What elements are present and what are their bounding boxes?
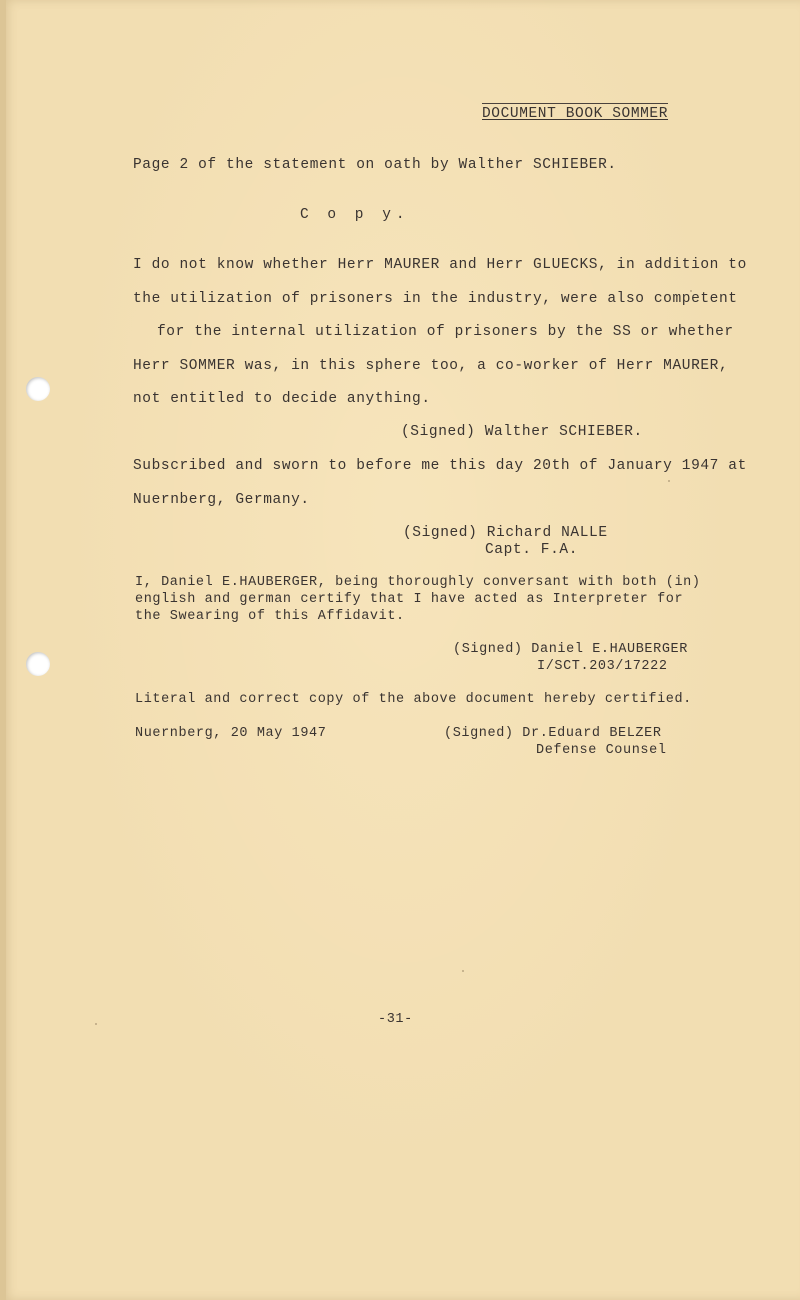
place-date: Nuernberg, 20 May 1947 [135, 726, 327, 741]
copy-heading: C o p y. [300, 207, 410, 223]
interpreter-line: english and german certify that I have acted as Interpreter for [135, 592, 684, 607]
certification-line: Literal and correct copy of the above document hereby certified. [135, 692, 692, 707]
paper-speck [462, 970, 464, 972]
signature-nalle-rank: Capt. F.A. [485, 542, 579, 558]
page-reference: Page 2 of the statement on oath by Walther SCHIEBER. [133, 157, 617, 173]
subscription-line: Nuernberg, Germany. [133, 492, 310, 508]
paper-speck [95, 1023, 97, 1025]
body-line: Herr SOMMER was, in this sphere too, a co-worker of Herr MAURER, [133, 358, 729, 374]
interpreter-line: I, Daniel E.HAUBERGER, being thoroughly conversant with both (in) [135, 575, 701, 590]
subscription-line: Subscribed and sworn to before me this day 20th of January 1947 at [133, 458, 747, 474]
body-line: for the internal utilization of prisoners by the SS or whether [157, 324, 734, 340]
body-line: I do not know whether Herr MAURER and Herr GLUECKS, in addition to [133, 257, 747, 273]
punch-hole-bottom [26, 652, 50, 676]
body-line: not entitled to decide anything. [133, 391, 431, 407]
interpreter-line: the Swearing of this Affidavit. [135, 609, 405, 624]
signature-schieber: (Signed) Walther SCHIEBER. [401, 424, 643, 440]
page-number: -31- [378, 1012, 413, 1027]
paper-speck [668, 480, 670, 482]
punch-hole-top [26, 377, 50, 401]
page-edge [0, 0, 6, 1300]
signature-hauberger-id: I/SCT.203/17222 [537, 659, 668, 674]
signature-belzer: (Signed) Dr.Eduard BELZER [444, 726, 662, 741]
body-line: the utilization of prisoners in the industry, were also competent [133, 291, 738, 307]
signature-hauberger: (Signed) Daniel E.HAUBERGER [453, 642, 688, 657]
document-book-label: DOCUMENT BOOK SOMMER [482, 103, 668, 123]
signature-belzer-title: Defense Counsel [536, 743, 667, 758]
signature-nalle: (Signed) Richard NALLE [403, 525, 608, 541]
